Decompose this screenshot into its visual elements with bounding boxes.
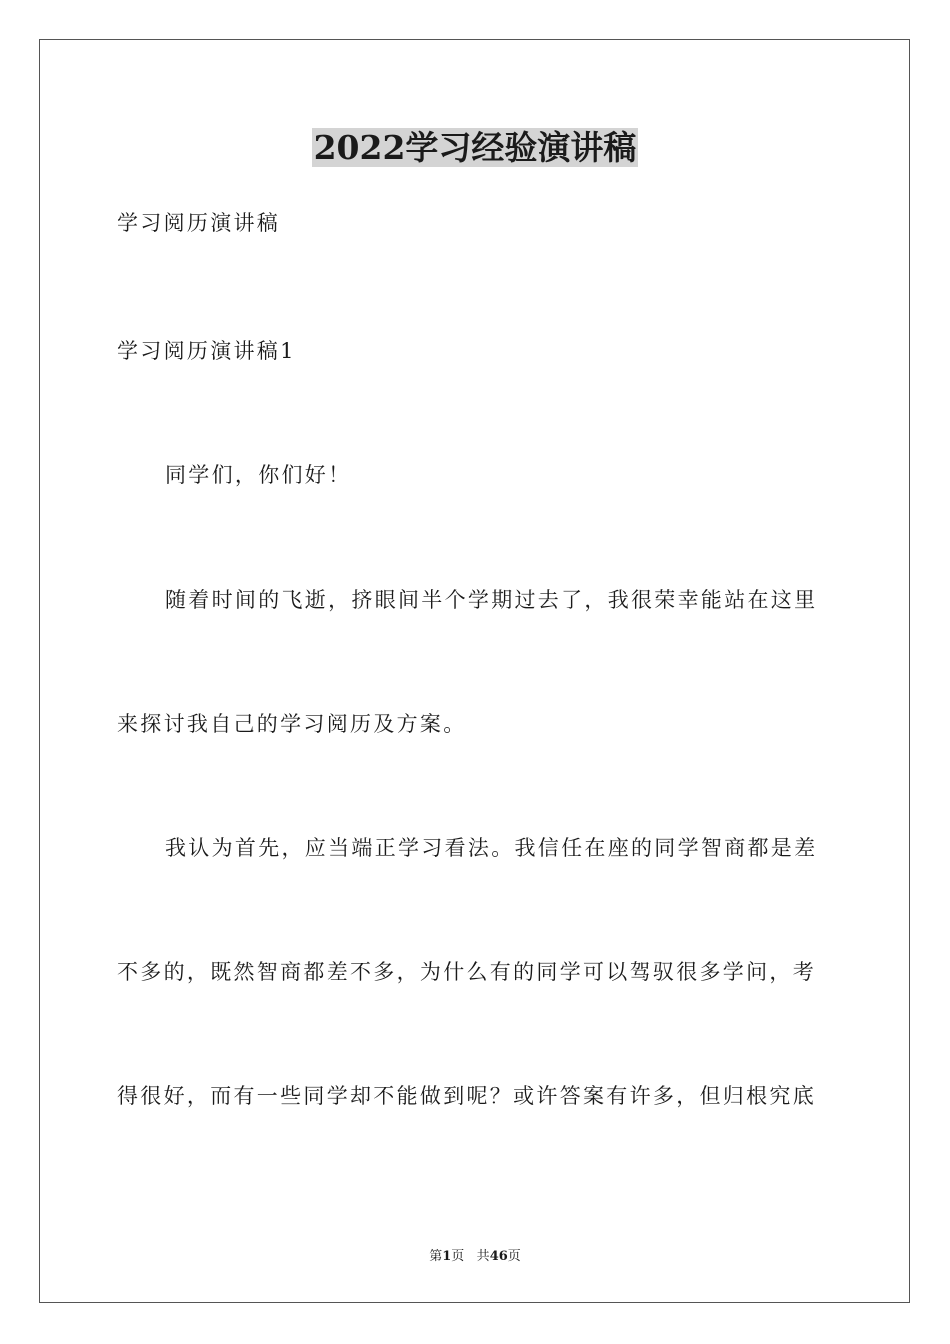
subsection-heading: 学习阅历演讲稿1 <box>117 339 296 363</box>
page-suffix: 页 <box>451 1249 465 1264</box>
paragraph-line: 我认为首先，应当端正学习看法。我信任在座的同学智商都是差 <box>165 836 818 860</box>
total-prefix: 共 <box>476 1249 490 1264</box>
document-title-text: 2022学习经验演讲稿 <box>313 128 637 167</box>
page-prefix: 第 <box>429 1249 443 1264</box>
total-pages: 46 <box>489 1249 508 1264</box>
page-number: 1 <box>442 1249 452 1264</box>
greeting-line: 同学们，你们好！ <box>165 463 352 487</box>
paragraph-line: 来探讨我自己的学习阅历及方案。 <box>117 712 467 736</box>
paragraph-line: 得很好，而有一些同学却不能做到呢？或许答案有许多，但归根究底 <box>117 1084 816 1108</box>
paragraph-line: 不多的，既然智商都差不多，为什么有的同学可以驾驭很多学问，考 <box>117 960 816 984</box>
page-footer <box>0 1248 950 1266</box>
total-suffix: 页 <box>507 1249 521 1264</box>
document-title <box>0 128 950 168</box>
paragraph-line: 随着时间的飞逝，挤眼间半个学期过去了，我很荣幸能站在这里 <box>165 588 818 612</box>
section-heading: 学习阅历演讲稿 <box>117 211 281 235</box>
